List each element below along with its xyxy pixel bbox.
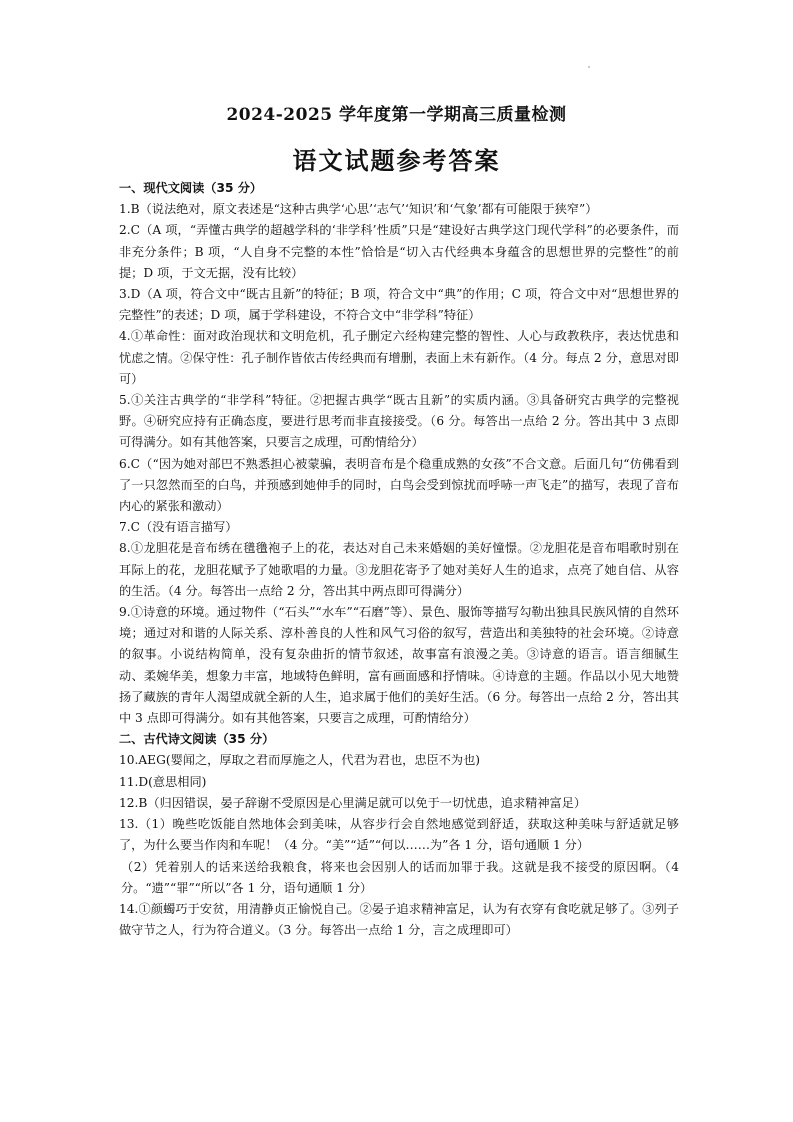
exam-title: 2024-2025 学年度第一学期高三质量检测: [226, 105, 567, 125]
answer-item: 13.（1）晚些吃饭能自然地体会到美味，从容步行会自然地感觉到舒适，获取这种美味与舒适就足够了，为什么要当作肉和车呢！（4 分。“美”“适”“何以……为”各 1 分，语句通顺 1 分）: [119, 817, 679, 853]
answer-content: [119, 178, 679, 941]
answer-item: 14.①颜蠋巧于安贫，用清静贞正愉悦自己。②晏子追求精神富足，认为有衣穿有食吃就足够了。③列子做守节之人，行为符合道义。（3 分。每答出一点给 1 分，言之成理即可）: [119, 901, 679, 938]
answer-item: 2.C（A 项，“弄懂古典学的超越学科的‘非学科’性质”只是“建设好古典学这门现代学科”的必要条件，而非充分条件；B 项，“人自身不完整的本性”恰恰是“切入古代经典本身蕴含的思想世界的完整性”的前提；D 项，于文无据，没有比较）: [119, 223, 679, 280]
answer-item: 7.C（没有语言描写）: [119, 520, 238, 535]
answer-item: 8.①龙胆花是音布绣在氆氇袍子上的花，表达对自己未来婚姻的美好憧憬。②龙胆花是音布唱歌时别在耳际上的花，龙胆花赋予了她歌唱的力量。③龙胆花寄予了她对美好人生的追求，点亮了她自信、从容的生活。（4 分。每答出一点给 2 分，答出其中两点即可得满分）: [119, 541, 679, 598]
answer-item: 4.①革命性：面对政治现状和文明危机，孔子删定六经构建完整的智性、人心与政教秩序，表达忧患和忧虑之情。②保守性：孔子制作皆依古传经典而有增删，表面上未有新作。（4 分。每点 2 分，意思对即可）: [119, 329, 679, 386]
section-heading-modern-reading: 一、现代文阅读（35 分）: [119, 181, 263, 195]
scan-speck: [588, 66, 590, 68]
answer-item: 1.B（说法绝对，原文表述是“这种古典学‘心思’‘志气’‘知识’和‘气象’都有可能限于狭窄”）: [119, 202, 598, 217]
section-heading-classical-reading: 二、古代诗文阅读（35 分）: [119, 732, 275, 747]
answer-item: （2）凭着别人的话来送给我粮食，将来也会因别人的话而加罪于我。这就是我不接受的原因啊。（4 分。“遗”“罪”“所以”各 1 分，语句通顺 1 分）: [121, 859, 679, 895]
answer-item: 11.D(意思相同): [119, 774, 207, 789]
answer-item: 5.①关注古典学的“非学科”特征。②把握古典学“既古且新”的实质内涵。③具备研究古典学的完整视野。④研究应持有正确态度，要进行思考而非直接接受。（6 分。每答出一点给 2 分。答出其中 3 点即可得满分。如有其他答案，只要言之成理，可酌情给分）: [119, 393, 679, 450]
answer-item: 12.B（归因错误，晏子辞谢不受原因是心里满足就可以免于一切忧患，追求精神富足）: [119, 795, 587, 810]
answer-item: 10.AEG(婴闻之，厚取之君而厚施之人，代君为君也，忠臣不为也): [119, 753, 481, 768]
answer-item: 6.C（“因为她对部巴不熟悉担心被蒙骗，表明音布是个稳重成熟的女孩”不合文意。后面几句“仿佛看到了一只忽然而至的白鸟，并预感到她伸手的同时，白鸟会受到惊扰而呼哧一声飞走”的描写，表现了音布内心的紧张和激动）: [119, 456, 679, 514]
answer-key-title: 语文试题参考答案: [292, 146, 501, 175]
answer-item: 3.D（A 项，符合文中“既古且新”的特征；B 项，符合文中“典”的作用；C 项，符合文中对“思想世界的完整性”的表述；D 项，属于学科建设，不符合文中“非学科”特征）: [119, 287, 679, 323]
answer-item: 9.①诗意的环境。通过物件（“石头”“水车”“石磨”等）、景色、服饰等描写勾勒出独具民族风情的自然环境；通过对和谐的人际关系、淳朴善良的人性和风气习俗的叙写，营造出和美独特的社会环境。②诗意的叙事。小说结构简单，没有复杂曲折的情节叙述，故事富有浪漫之美。③诗意的语言。语言细腻生动、柔婉华美，想象力丰富，地域特色鲜明，富有画面感和抒情味。④诗意的主题。作品以小见大地赞扬了藏族的青年人渴望成就全新的人生，追求属于他们的美好生活。（6 分。每答出一点给 2 分，答出其中 3 点即可得满分。如有其他答案，只要言之成理，可酌情给分）: [119, 605, 679, 726]
